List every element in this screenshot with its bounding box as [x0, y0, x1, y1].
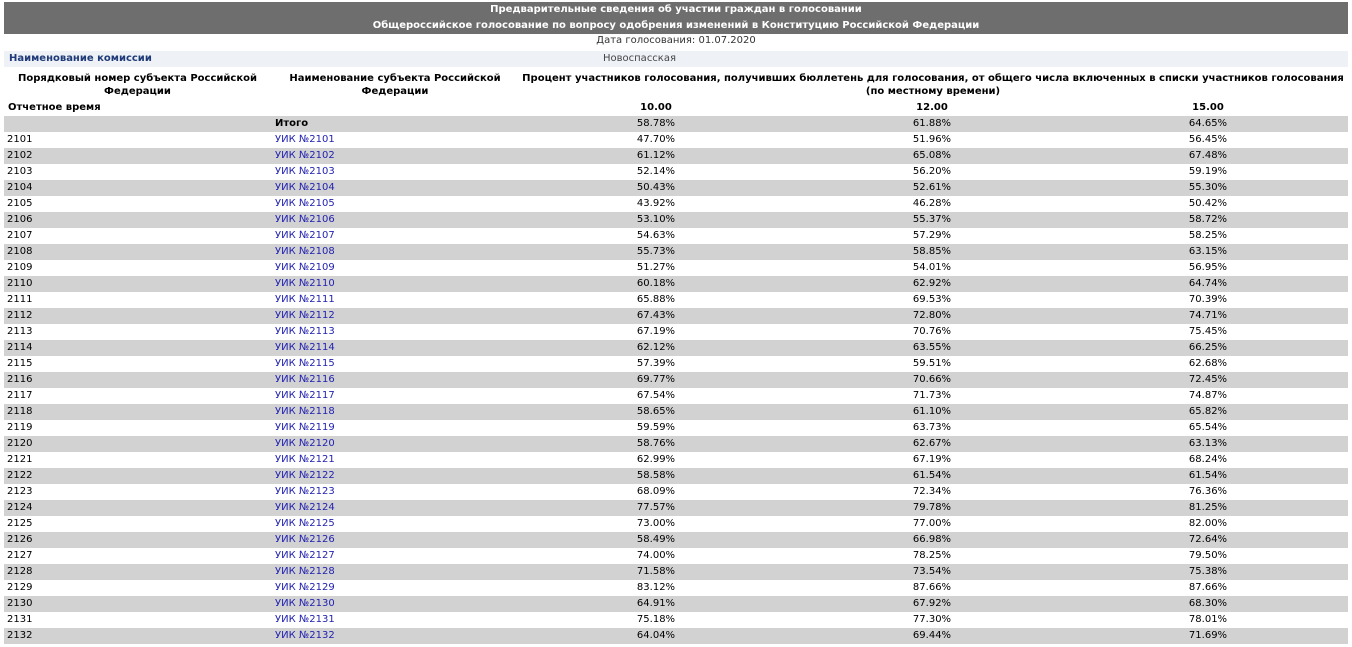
- percent-cell: 64.74%: [1188, 278, 1228, 289]
- row-number: 2130: [7, 598, 33, 609]
- percent-cell: 63.73%: [912, 422, 952, 433]
- percent-cell: 57.29%: [912, 230, 952, 241]
- percent-cell: 78.25%: [912, 550, 952, 561]
- voting-date: Дата голосования: 01.07.2020: [596, 35, 756, 46]
- table-row: [4, 420, 1348, 436]
- uik-link[interactable]: УИК №2131: [275, 614, 335, 625]
- table-row: [4, 612, 1348, 628]
- row-number: 2127: [7, 550, 33, 561]
- percent-cell: 62.92%: [912, 278, 952, 289]
- row-number: 2107: [7, 230, 33, 241]
- table-row: [4, 196, 1348, 212]
- table-row: [4, 564, 1348, 580]
- percent-cell: 67.43%: [636, 310, 676, 321]
- row-number: 2116: [7, 374, 33, 385]
- percent-cell: 65.82%: [1188, 406, 1228, 417]
- row-number: 2131: [7, 614, 33, 625]
- uik-link[interactable]: УИК №2117: [275, 390, 335, 401]
- table-row: [4, 468, 1348, 484]
- uik-link[interactable]: УИК №2130: [275, 598, 335, 609]
- percent-cell: 69.77%: [636, 374, 676, 385]
- commission-value: Новоспасская: [603, 53, 676, 64]
- uik-link[interactable]: УИК №2104: [275, 182, 335, 193]
- percent-cell: 77.57%: [636, 502, 676, 513]
- column-header-name: Наименование субъекта Российской Федерации: [289, 73, 501, 97]
- row-number: 2118: [7, 406, 33, 417]
- percent-cell: 56.95%: [1188, 262, 1228, 273]
- percent-cell: 71.73%: [912, 390, 952, 401]
- uik-link[interactable]: УИК №2128: [275, 566, 335, 577]
- table-row: [4, 484, 1348, 500]
- percent-cell: 71.69%: [1188, 630, 1228, 641]
- uik-link[interactable]: УИК №2123: [275, 486, 335, 497]
- table-row: [4, 596, 1348, 612]
- row-number: 2117: [7, 390, 33, 401]
- row-number: 2128: [7, 566, 33, 577]
- uik-link[interactable]: УИК №2103: [275, 166, 335, 177]
- percent-cell: 73.54%: [912, 566, 952, 577]
- row-number: 2105: [7, 198, 33, 209]
- percent-cell: 64.04%: [636, 630, 676, 641]
- percent-cell: 52.14%: [636, 166, 676, 177]
- column-header-percent: Процент участников голосования, получивших бюллетень для голосования, от общего числа включенных в списки участников голосования (по местному времени): [522, 73, 1344, 97]
- percent-cell: 46.28%: [912, 198, 952, 209]
- percent-cell: 54.63%: [636, 230, 676, 241]
- percent-cell: 59.51%: [912, 358, 952, 369]
- row-number: 2101: [7, 134, 33, 145]
- column-header-number: Порядковый номер субъекта Российской Федерации: [18, 73, 257, 97]
- table-row: [4, 500, 1348, 516]
- total-value: 61.88%: [912, 118, 952, 129]
- row-number: 2126: [7, 534, 33, 545]
- table-row: [4, 628, 1348, 644]
- table-row: [4, 228, 1348, 244]
- uik-link[interactable]: УИК №2116: [275, 374, 335, 385]
- uik-link[interactable]: УИК №2115: [275, 358, 335, 369]
- uik-link[interactable]: УИК №2109: [275, 262, 335, 273]
- row-number: 2106: [7, 214, 33, 225]
- percent-cell: 55.37%: [912, 214, 952, 225]
- percent-cell: 87.66%: [912, 582, 952, 593]
- row-number: 2121: [7, 454, 33, 465]
- row-number: 2129: [7, 582, 33, 593]
- percent-cell: 68.09%: [636, 486, 676, 497]
- table-row: [4, 548, 1348, 564]
- percent-cell: 59.59%: [636, 422, 676, 433]
- percent-cell: 77.30%: [912, 614, 952, 625]
- row-number: 2110: [7, 278, 33, 289]
- table-row: [4, 180, 1348, 196]
- percent-cell: 62.68%: [1188, 358, 1228, 369]
- table-row: [4, 164, 1348, 180]
- page-title: Предварительные сведения об участии граждан в голосовании: [490, 4, 862, 15]
- table-row: [4, 532, 1348, 548]
- total-row: [4, 116, 1348, 132]
- percent-cell: 87.66%: [1188, 582, 1228, 593]
- percent-cell: 74.87%: [1188, 390, 1228, 401]
- table-row: [4, 372, 1348, 388]
- percent-cell: 55.73%: [636, 246, 676, 257]
- percent-cell: 55.30%: [1188, 182, 1228, 193]
- percent-cell: 43.92%: [636, 198, 676, 209]
- percent-cell: 71.58%: [636, 566, 676, 577]
- table-row: [4, 244, 1348, 260]
- percent-cell: 67.19%: [636, 326, 676, 337]
- uik-link[interactable]: УИК №2114: [275, 342, 335, 353]
- percent-cell: 70.76%: [912, 326, 952, 337]
- percent-cell: 73.00%: [636, 518, 676, 529]
- table-row: [4, 260, 1348, 276]
- percent-cell: 67.48%: [1188, 150, 1228, 161]
- percent-cell: 56.45%: [1188, 134, 1228, 145]
- percent-cell: 83.12%: [636, 582, 676, 593]
- uik-link[interactable]: УИК №2110: [275, 278, 335, 289]
- percent-cell: 62.67%: [912, 438, 952, 449]
- percent-cell: 56.20%: [912, 166, 952, 177]
- percent-cell: 57.39%: [636, 358, 676, 369]
- percent-cell: 70.66%: [912, 374, 952, 385]
- percent-cell: 60.18%: [636, 278, 676, 289]
- table-row: [4, 580, 1348, 596]
- percent-cell: 72.80%: [912, 310, 952, 321]
- total-value: 58.78%: [636, 118, 676, 129]
- uik-link[interactable]: УИК №2101: [275, 134, 335, 145]
- percent-cell: 54.01%: [912, 262, 952, 273]
- row-number: 2122: [7, 470, 33, 481]
- percent-cell: 58.85%: [912, 246, 952, 257]
- table-row: [4, 292, 1348, 308]
- percent-cell: 74.71%: [1188, 310, 1228, 321]
- uik-link[interactable]: УИК №2119: [275, 422, 335, 433]
- uik-link[interactable]: УИК №2106: [275, 214, 335, 225]
- percent-cell: 75.45%: [1188, 326, 1228, 337]
- table-row: [4, 324, 1348, 340]
- row-number: 2111: [7, 294, 33, 305]
- percent-cell: 53.10%: [636, 214, 676, 225]
- table-row: [4, 516, 1348, 532]
- uik-link[interactable]: УИК №2122: [275, 470, 335, 481]
- percent-cell: 62.12%: [636, 342, 676, 353]
- row-number: 2114: [7, 342, 33, 353]
- percent-cell: 66.25%: [1188, 342, 1228, 353]
- total-label: Итого: [275, 118, 309, 129]
- uik-link[interactable]: УИК №2120: [275, 438, 335, 449]
- hour-header: 10.00: [640, 102, 672, 113]
- row-number: 2112: [7, 310, 33, 321]
- percent-cell: 58.49%: [636, 534, 676, 545]
- title-bar: [4, 2, 1348, 34]
- report-time-label: Отчетное время: [8, 102, 101, 113]
- percent-cell: 63.13%: [1188, 438, 1228, 449]
- percent-cell: 69.44%: [912, 630, 952, 641]
- table-row: [4, 212, 1348, 228]
- row-number: 2103: [7, 166, 33, 177]
- row-number: 2125: [7, 518, 33, 529]
- table-row: [4, 276, 1348, 292]
- percent-cell: 78.01%: [1188, 614, 1228, 625]
- percent-cell: 65.54%: [1188, 422, 1228, 433]
- row-number: 2104: [7, 182, 33, 193]
- uik-link[interactable]: УИК №2113: [275, 326, 335, 337]
- row-number: 2115: [7, 358, 33, 369]
- percent-cell: 50.43%: [636, 182, 676, 193]
- row-number: 2119: [7, 422, 33, 433]
- percent-cell: 63.15%: [1188, 246, 1228, 257]
- percent-cell: 51.96%: [912, 134, 952, 145]
- uik-link[interactable]: УИК №2105: [275, 198, 335, 209]
- uik-link[interactable]: УИК №2111: [275, 294, 335, 305]
- commission-label: Наименование комиссии: [9, 53, 152, 64]
- percent-cell: 68.30%: [1188, 598, 1228, 609]
- percent-cell: 74.00%: [636, 550, 676, 561]
- uik-link[interactable]: УИК №2121: [275, 454, 335, 465]
- uik-link[interactable]: УИК №2102: [275, 150, 335, 161]
- percent-cell: 75.38%: [1188, 566, 1228, 577]
- percent-cell: 52.61%: [912, 182, 952, 193]
- percent-cell: 58.72%: [1188, 214, 1228, 225]
- percent-cell: 59.19%: [1188, 166, 1228, 177]
- percent-cell: 51.27%: [636, 262, 676, 273]
- percent-cell: 66.98%: [912, 534, 952, 545]
- uik-link[interactable]: УИК №2124: [275, 502, 335, 513]
- percent-cell: 67.19%: [912, 454, 952, 465]
- percent-cell: 70.39%: [1188, 294, 1228, 305]
- percent-cell: 65.88%: [636, 294, 676, 305]
- percent-cell: 72.34%: [912, 486, 952, 497]
- percent-cell: 64.91%: [636, 598, 676, 609]
- row-number: 2132: [7, 630, 33, 641]
- percent-cell: 62.99%: [636, 454, 676, 465]
- percent-cell: 82.00%: [1188, 518, 1228, 529]
- percent-cell: 72.64%: [1188, 534, 1228, 545]
- row-number: 2102: [7, 150, 33, 161]
- percent-cell: 61.54%: [912, 470, 952, 481]
- percent-cell: 76.36%: [1188, 486, 1228, 497]
- percent-cell: 67.54%: [636, 390, 676, 401]
- percent-cell: 50.42%: [1188, 198, 1228, 209]
- uik-link[interactable]: УИК №2108: [275, 246, 335, 257]
- table-row: [4, 132, 1348, 148]
- percent-cell: 65.08%: [912, 150, 952, 161]
- percent-cell: 61.54%: [1188, 470, 1228, 481]
- percent-cell: 61.12%: [636, 150, 676, 161]
- table-row: [4, 148, 1348, 164]
- table-row: [4, 436, 1348, 452]
- percent-cell: 69.53%: [912, 294, 952, 305]
- commission-row: [4, 51, 1348, 67]
- table-row: [4, 388, 1348, 404]
- uik-link[interactable]: УИК №2107: [275, 230, 335, 241]
- row-number: 2109: [7, 262, 33, 273]
- hour-header: 12.00: [916, 102, 948, 113]
- percent-cell: 58.58%: [636, 470, 676, 481]
- table-row: [4, 404, 1348, 420]
- page-subtitle: Общероссийское голосование по вопросу одобрения изменений в Конституцию Российской Федерации: [372, 20, 980, 31]
- row-number: 2124: [7, 502, 33, 513]
- percent-cell: 75.18%: [636, 614, 676, 625]
- table-row: [4, 452, 1348, 468]
- uik-link[interactable]: УИК №2125: [275, 518, 335, 529]
- uik-link[interactable]: УИК №2112: [275, 310, 335, 321]
- hour-header: 15.00: [1192, 102, 1224, 113]
- table-row: [4, 356, 1348, 372]
- total-value: 64.65%: [1188, 118, 1228, 129]
- uik-link[interactable]: УИК №2132: [275, 630, 335, 641]
- percent-cell: 79.78%: [912, 502, 952, 513]
- uik-link[interactable]: УИК №2126: [275, 534, 335, 545]
- percent-cell: 77.00%: [912, 518, 952, 529]
- percent-cell: 72.45%: [1188, 374, 1228, 385]
- uik-link[interactable]: УИК №2127: [275, 550, 335, 561]
- table-row: [4, 340, 1348, 356]
- percent-cell: 47.70%: [636, 134, 676, 145]
- percent-cell: 58.76%: [636, 438, 676, 449]
- uik-link[interactable]: УИК №2129: [275, 582, 335, 593]
- percent-cell: 61.10%: [912, 406, 952, 417]
- table-row: [4, 308, 1348, 324]
- percent-cell: 79.50%: [1188, 550, 1228, 561]
- percent-cell: 63.55%: [912, 342, 952, 353]
- percent-cell: 58.65%: [636, 406, 676, 417]
- row-number: 2123: [7, 486, 33, 497]
- percent-cell: 58.25%: [1188, 230, 1228, 241]
- row-number: 2108: [7, 246, 33, 257]
- row-number: 2113: [7, 326, 33, 337]
- percent-cell: 81.25%: [1188, 502, 1228, 513]
- results-table: [4, 116, 1348, 644]
- percent-cell: 68.24%: [1188, 454, 1228, 465]
- percent-cell: 67.92%: [912, 598, 952, 609]
- row-number: 2120: [7, 438, 33, 449]
- uik-link[interactable]: УИК №2118: [275, 406, 335, 417]
